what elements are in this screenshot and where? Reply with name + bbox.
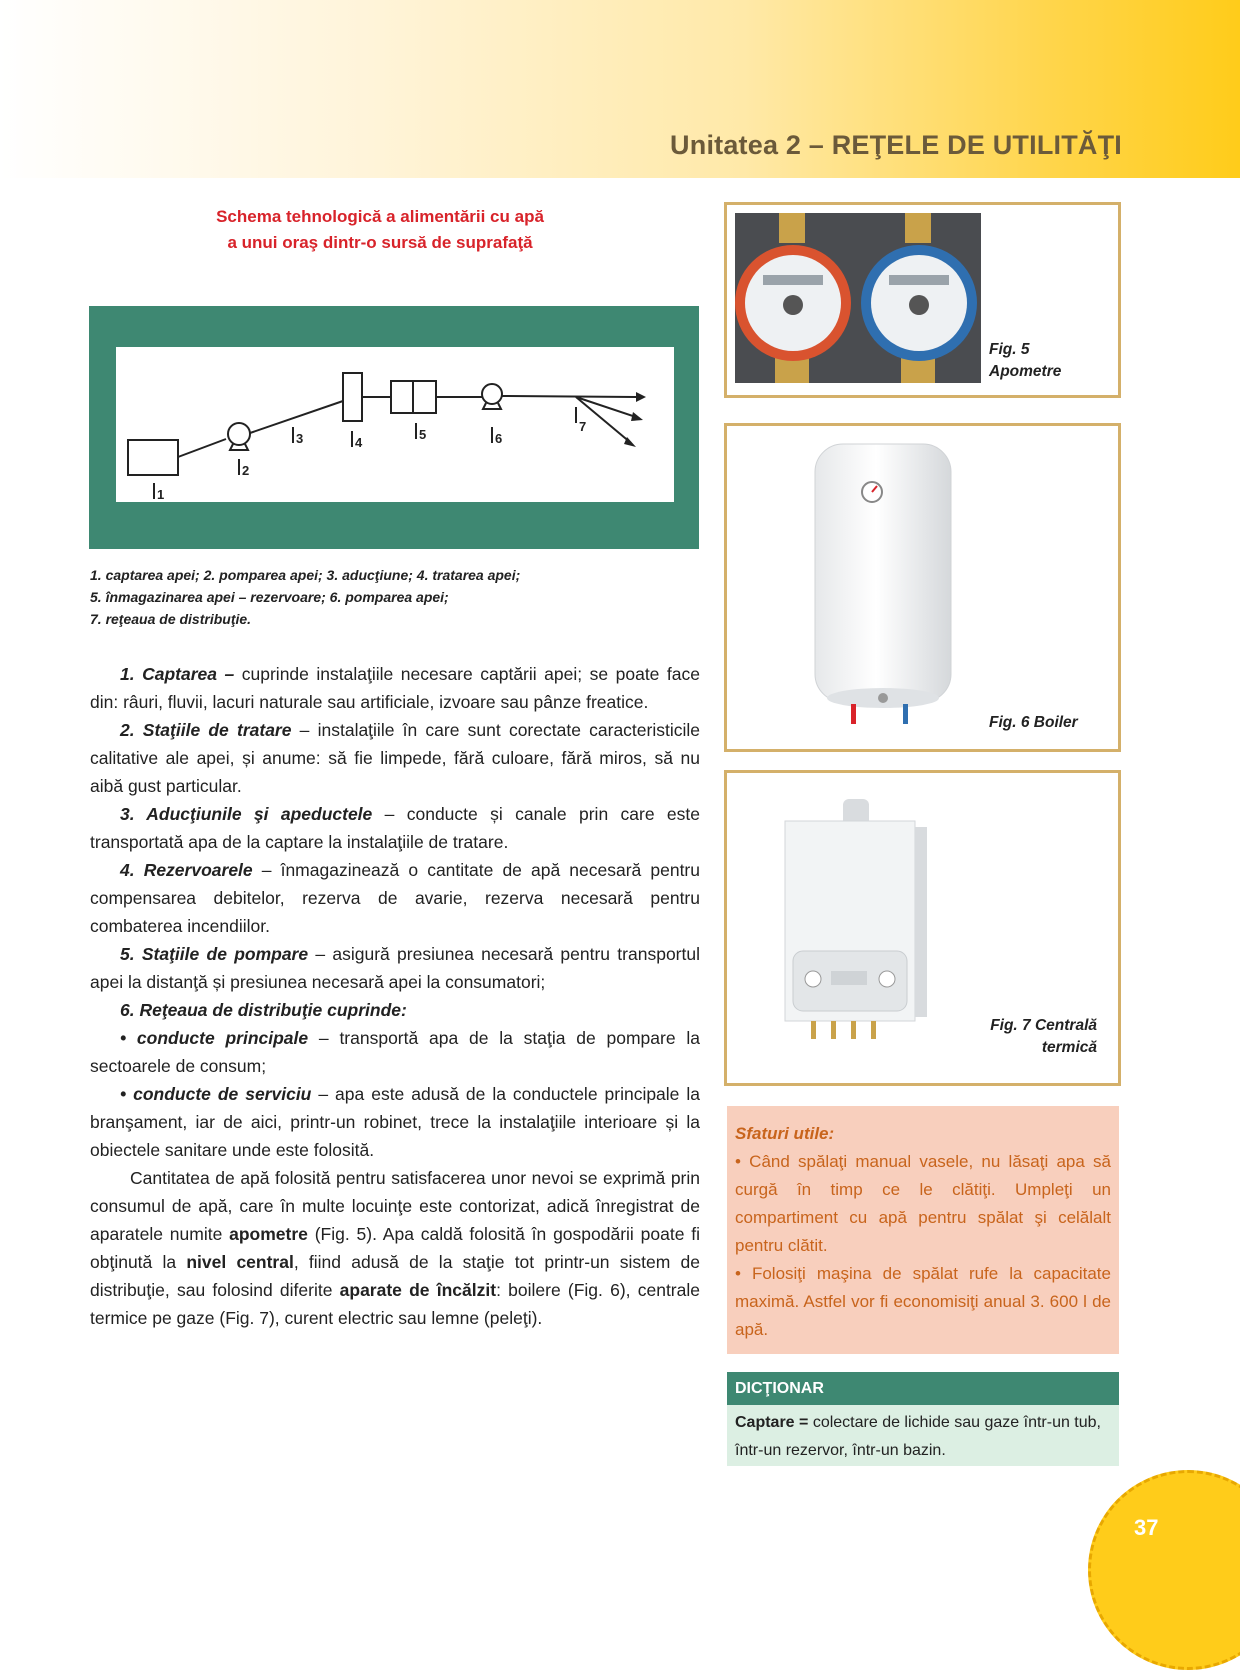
paragraph-captarea [90,660,700,716]
tip-item-1: • Când spălaţi manual vasele, nu lăsaţi apa să curgă în timp ce le clătiţi. Umpleţi un compartiment cu apă pentru spălat şi celălalt pentru clătit. [735,1152,1111,1255]
text-tratare: – instalaţiile în care sunt corectate caracteristicile calitative ale apei, și anume: să fie limpede, fără culoare, fără miros, să nu aibă gust particular. [90,720,700,796]
figure-centrala-termica [724,770,1121,1086]
bullet-conducte-serviciu [90,1080,700,1164]
main-distribution-pipe [502,396,636,397]
fig6-caption: Fig. 6 Boiler [989,714,1078,731]
diagram-label-3: 3 [296,431,304,446]
pump-2-icon [482,384,502,404]
diagram-label-6: 6 [495,431,503,446]
diagram-label-5: 5 [419,427,427,442]
arrow-icon [631,412,643,421]
text-captarea: cuprinde instalaţiile necesare captării apei; se poate face din: râuri, fluvii, lacuri naturale sau artificiale, izvoare sau pânze freatice. [90,664,701,712]
text-conducte-principale: – transportă apa de la staţia de pompare la sectoarele de consum; [90,1028,700,1076]
text-conducte-serviciu: – apa este adusă de la conductele principale la branşament, iar de aici, printr-un robinet, trece la instalaţiile interioare și la obiectele sanitare unde este folosită. [90,1084,700,1160]
diagram-label-1: 1 [157,487,165,502]
pipe-segment [178,439,226,457]
consum-text-e: , fiind adusă de la staţie tot printr-un sistem de distribuţie, sau folosind diferite [90,1252,700,1300]
fig5-caption [989,339,1061,383]
text-pompare: – asigură presiunea necesară pentru transportul apei la distanţă și presiunea necesară apei la consumatori; [90,944,700,992]
diagram-label-2: 2 [242,463,250,478]
fig5-caption-line2: Apometre [989,363,1062,380]
figure-boiler [724,423,1121,752]
pipe-segment [250,401,343,433]
diagram-legend [90,564,690,630]
legend-line3: 7. reţeaua de distribuţie. [90,611,252,627]
tips-title: Sfaturi utile: [735,1124,835,1143]
term-tratare: 2. Staţiile de tratare [120,720,292,740]
legend-line1: 1. captarea apei; 2. pomparea apei; 3. aducţiune; 4. tratarea apei; [90,567,521,583]
fig7-caption [973,1015,1097,1059]
paragraph-rezervoare [90,856,700,940]
tip-item-2: • Folosiţi maşina de spălat rufe la capacitate maximă. Astfel vor fi economisiţi anual 3. 600 l de apă. [735,1264,1111,1339]
term-captarea: 1. Captarea – [120,664,235,684]
page-number-badge [1088,1470,1240,1670]
term-rezervoare: 4. Rezervoarele [120,860,253,880]
term-conducte-serviciu: • conducte de serviciu [120,1084,312,1104]
branch-pipe [576,397,636,417]
paragraph-tratare [90,716,700,800]
fig7-caption-line1: Fig. 7 Centrală [990,1017,1097,1034]
paragraph-aductiuni [90,800,700,856]
paragraph-retea [90,996,700,1024]
water-supply-diagram [89,306,699,549]
scheme-title-line1: Schema tehnologică a alimentării cu apă [216,207,544,226]
term-aductiuni: 3. Aducţiunile şi apeductele [120,804,373,824]
treatment-box [343,373,362,421]
scheme-title [120,204,640,256]
diagram-label-7: 7 [579,419,587,434]
fig7-caption-line2: termică [1041,1039,1097,1056]
text-rezervoare: – înmagazinează o cantitate de apă necesară pentru compensarea debitelor, rezerva de avarie, rezerva necesară pentru combaterea incendiilor. [90,860,700,936]
page-number: 37 [1134,1515,1159,1540]
term-aparate-incalzit: aparate de încălzit [339,1280,497,1300]
bullet-conducte-principale [90,1024,700,1080]
pump-1-icon [228,423,250,445]
intake-box [128,440,178,475]
term-conducte-principale: • conducte principale [120,1028,309,1048]
term-apometre: apometre [229,1224,308,1244]
diagram-canvas [116,347,674,502]
figure-apometre [724,202,1121,398]
consum-text-g: : boilere (Fig. 6), centrale termice pe gaze (Fig. 7), curent electric sau lemne (peleţi). [90,1280,700,1328]
text-aductiuni: – conducte și canale prin care este transportată apa de la captare la instalaţiile de tratare. [90,804,700,852]
boiler-illustration [727,426,1118,749]
dictionary-body [727,1405,1119,1466]
consum-text-a: Cantitatea de apă folosită pentru satisfacerea unor nevoi se exprimă prin consumul de apă, care în multe locuinţe este contorizat, adică înregistrat de aparatele numite [90,1168,700,1244]
scheme-title-line2: a unui oraş dintr-o sursă de suprafaţă [227,233,533,252]
diagram-svg [116,347,674,502]
tips-box [727,1106,1119,1354]
diagram-label-4: 4 [355,435,363,450]
arrow-icon [636,392,646,402]
dictionary-definition: colectare de lichide sau gaze într-un tub, într-un rezervor, într-un bazin. [735,1414,1101,1459]
unit-title: Unitatea 2 – REŢELE DE UTILITĂŢI [670,130,1122,160]
consum-text-c: (Fig. 5). Apa caldă folosită în gospodării poate fi obţinută la [90,1224,700,1272]
paragraph-consum [90,1164,700,1332]
dictionary-term: Captare = [735,1414,809,1431]
fig5-caption-line1: Fig. 5 [989,341,1030,358]
legend-line2: 5. înmagazinarea apei – rezervoare; 6. pomparea apei; [90,589,449,605]
term-retea: 6. Reţeaua de distribuţie cuprinde: [120,1000,407,1020]
dictionary-title: DICŢIONAR [727,1372,1119,1405]
term-pompare: 5. Staţiile de pompare [120,944,309,964]
paragraph-pompare [90,940,700,996]
body-text [90,660,700,1332]
term-nivel-central: nivel central [186,1252,294,1272]
